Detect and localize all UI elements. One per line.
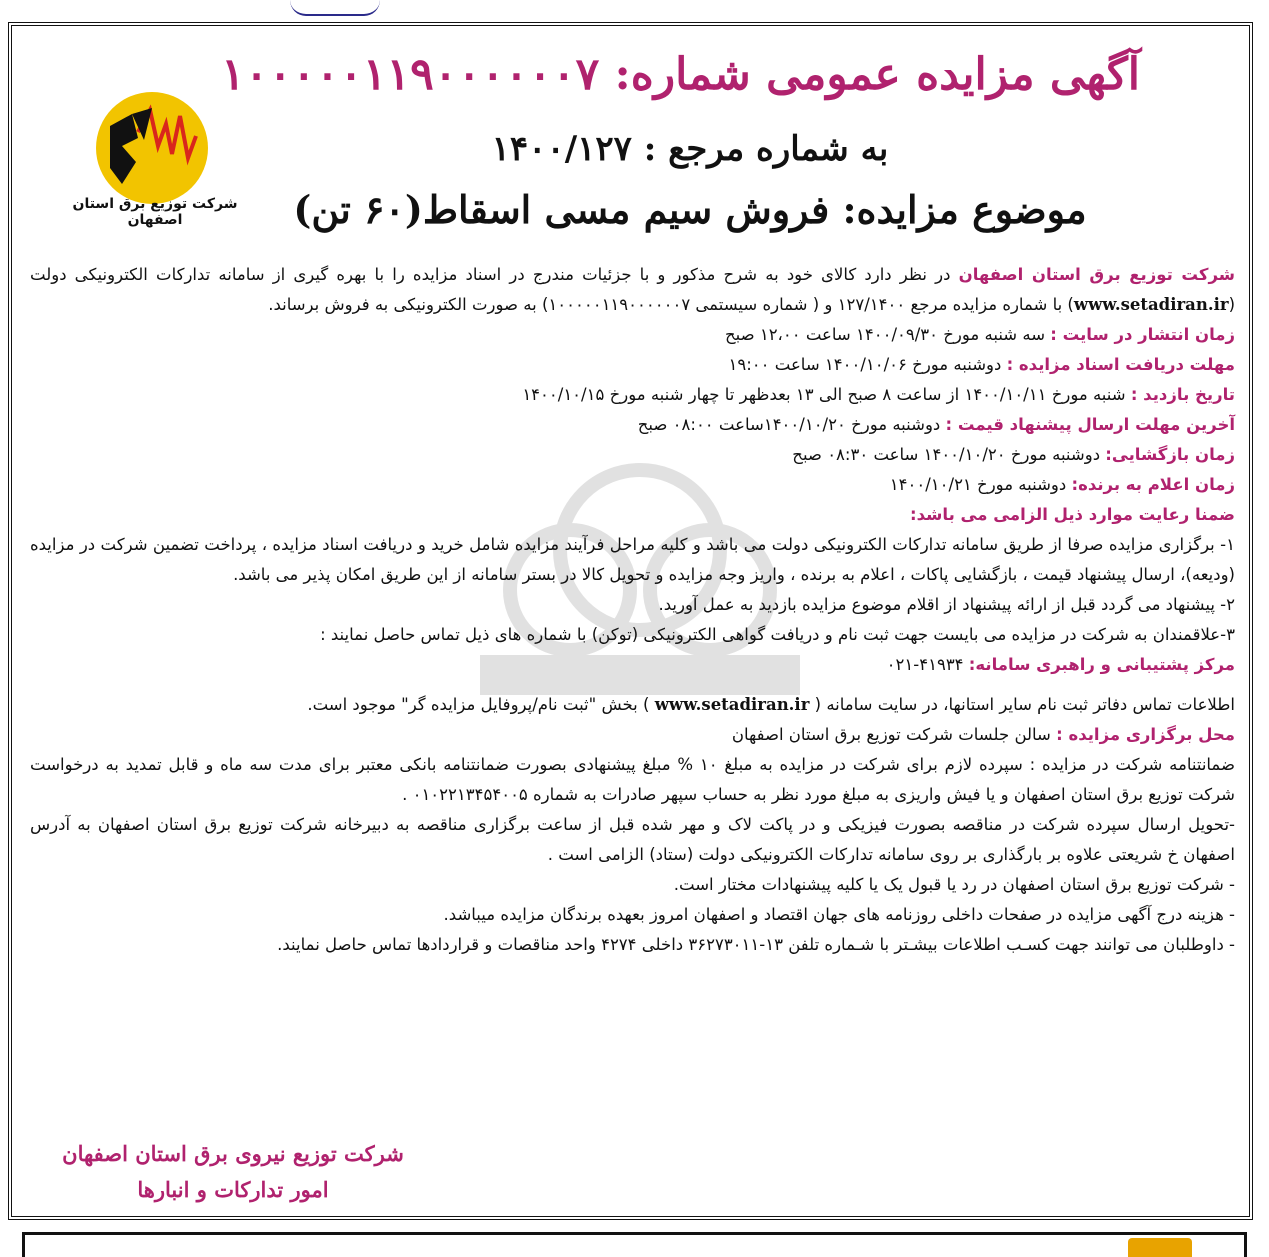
setadiran-link[interactable]: www.setadiran.ir (654, 695, 810, 714)
guarantee-paragraph: ضمانتنامه شرکت در مزایده : سپرده لازم برای شرکت در مزایده به مبلغ ۱۰ % مبلغ پیشنهادی بصورت ضمانتنامه بانکی معتبر برای مدت سه ماه و قابل تمدید به درخواست شرکت توزیع برق استان اصفهان و یا فیش واریزی به مبلغ مورد نظر به حساب سپهر صادرات به شماره ۰۱۰۲۲۱۳۴۵۴۰۰۵ . (30, 755, 1235, 804)
issuer-department: امور تدارکات و انبارها (137, 1177, 329, 1202)
schedule-docs-deadline (30, 350, 1235, 380)
support-phone: ۴۱۹۳۴-۰۲۱ (886, 655, 969, 674)
rights-reserved: - شرکت توزیع برق استان اصفهان در رد یا قبول یک یا کلیه پیشنهادات مختار است. (673, 875, 1235, 894)
next-notice-tag (1128, 1238, 1192, 1257)
schedule-value: دوشنبه مورخ ۱۴۰۰/۱۰/۰۶ ساعت ۱۹:۰۰ (728, 355, 1007, 374)
contact-note: - داوطلبان می توانند جهت کسـب اطلاعات بیشـتر با شـماره تلفن ۱۳-۳۶۲۷۳۰۱۱ داخلی ۴۲۷۴ واحد مناقصات و قراردادها تماس حاصل نمایند. (277, 935, 1235, 954)
next-notice-border (22, 1232, 1247, 1257)
schedule-label: تاریخ بازدید : (1130, 385, 1235, 404)
deposit-delivery: -تحویل ارسال سپرده شرکت در مناقصه بصورت فیزیکی و در پاکت لاک و مهر شده قبل از ساعت برگزاری مناقصه به دبیرخانه شرکت توزیع برق استان اصفهان به آدرس اصفهان خ شریعتی علاوه بر بارگذاری بر روی سامانه تدارکات الکترونیکی دولت (ستاد) الزامی است . (30, 815, 1235, 864)
registration-text-1: اطلاعات تماس دفاتر ثبت نام سایر استانها، در سایت سامانه ( (809, 695, 1235, 714)
registration-text-2: ) بخش "ثبت نام/پروفایل مزایده گر" موجود است. (307, 695, 655, 714)
reference-number: به شماره مرجع : ۱۴۰۰/۱۲۷ (491, 129, 889, 169)
schedule-opening (30, 440, 1235, 470)
schedule-label: زمان بازگشایی: (1105, 445, 1235, 464)
venue-label: محل برگزاری مزایده : (1056, 725, 1235, 744)
issuer-signature (48, 1136, 418, 1208)
schedule-value: دوشنبه مورخ ۱۴۰۰/۱۰/۲۰ ساعت ۰۸:۳۰ صبح (792, 445, 1106, 464)
setadiran-link[interactable]: www.setadiran.ir (1073, 295, 1229, 314)
schedule-label: مهلت دریافت اسناد مزایده : (1006, 355, 1235, 374)
schedule-label: زمان اعلام به برنده: (1071, 475, 1235, 494)
schedule-winner (30, 470, 1235, 500)
notice-title: آگهی مزایده عمومی شماره: ۱۰۰۰۰۰۱۱۹۰۰۰۰۰۰۷ (221, 49, 1140, 100)
registration-info (30, 690, 1235, 720)
intro-paragraph (30, 260, 1235, 320)
intro-text-2: ) با شماره مزایده مرجع ۱۲۷/۱۴۰۰ و ( شماره سیستمی ۱۰۰۰۰۰۱۱۹۰۰۰۰۰۰۷) به صورت الکترونیکی به فروش برساند. (268, 295, 1074, 314)
schedule-label: آخرین مهلت ارسال پیشنهاد قیمت : (945, 415, 1235, 434)
schedule-value: سه شنبه مورخ ۱۴۰۰/۰۹/۳۰ ساعت ۱۲،۰۰ صبح (724, 325, 1051, 344)
schedule-publish (30, 320, 1235, 350)
requirement-item: ۳-علاقمندان به شرکت در مزایده می بایست جهت ثبت نام و دریافت گواهی الکترونیکی (توکن) با شماره های ذیل تماس حاصل نمایند : (320, 625, 1235, 644)
issuer-company: شرکت توزیع نیروی برق استان اصفهان (62, 1141, 404, 1166)
intro-text-1: در نظر دارد کالای خود به شرح مذکور و با جزئیات مندرج در اسناد مزایده را با بهره گیری از سامانه تدارکات الکترونیکی دولت ( (30, 265, 1235, 314)
support-label: مرکز پشتیبانی و راهبری سامانه: (968, 655, 1235, 674)
schedule-bid-deadline (30, 410, 1235, 440)
schedule-value: شنبه مورخ ۱۴۰۰/۱۰/۱۱ از ساعت ۸ صبح الی ۱۳ بعدظهر تا چهار شنبه مورخ ۱۴۰۰/۱۰/۱۵ (522, 385, 1131, 404)
schedule-value: دوشنبه مورخ ۱۴۰۰/۱۰/۲۰ساعت ۰۸:۰۰ صبح (637, 415, 946, 434)
venue-value: سالن جلسات شرکت توزیع برق استان اصفهان (731, 725, 1057, 744)
requirements-heading: ضمنا رعایت موارد ذیل الزامی می باشد: (910, 505, 1235, 524)
power-distribution-logo-icon (92, 88, 212, 208)
requirement-item: ۲- پیشنهاد می گردد قبل از ارائه پیشنهاد از اقلام موضوع مزایده بازدید به عمل آورید. (658, 595, 1235, 614)
schedule-label: زمان انتشار در سایت : (1050, 325, 1235, 344)
company-name: شرکت توزیع برق استان اصفهان (958, 265, 1235, 284)
pen-scribble-mark (290, 0, 380, 16)
auction-subject: موضوع مزایده: فروش سیم مسی اسقاط(۶۰ تن) (293, 187, 1087, 232)
support-center (30, 650, 1235, 680)
notice-body (30, 260, 1235, 960)
schedule-value: دوشنبه مورخ ۱۴۰۰/۱۰/۲۱ (889, 475, 1072, 494)
notice-header (221, 40, 1140, 242)
requirement-item: ۱- برگزاری مزایده صرفا از طریق سامانه تدارکات الکترونیکی دولت می باشد و کلیه مراحل فرآیند مزایده شامل خرید و دریافت اسناد مزایده ، پرداخت تضمین شرکت در مزایده (ودیعه)، ارسال پیشنهاد قیمت ، بازگشایی پاکات ، اعلام به برنده ، واریز وجه مزایده و تحویل کالا در بستر سامانه از این طریق امکان پذیر می باشد. (30, 535, 1235, 584)
venue (30, 720, 1235, 750)
schedule-visit (30, 380, 1235, 410)
ad-cost-note: - هزینه درج آگهی مزایده در صفحات داخلی روزنامه های جهان اقتصاد و اصفهان امروز بعهده برندگان مزایده میباشد. (443, 905, 1235, 924)
logo-caption: شرکت توزیع برق استان اصفهان (72, 196, 238, 228)
